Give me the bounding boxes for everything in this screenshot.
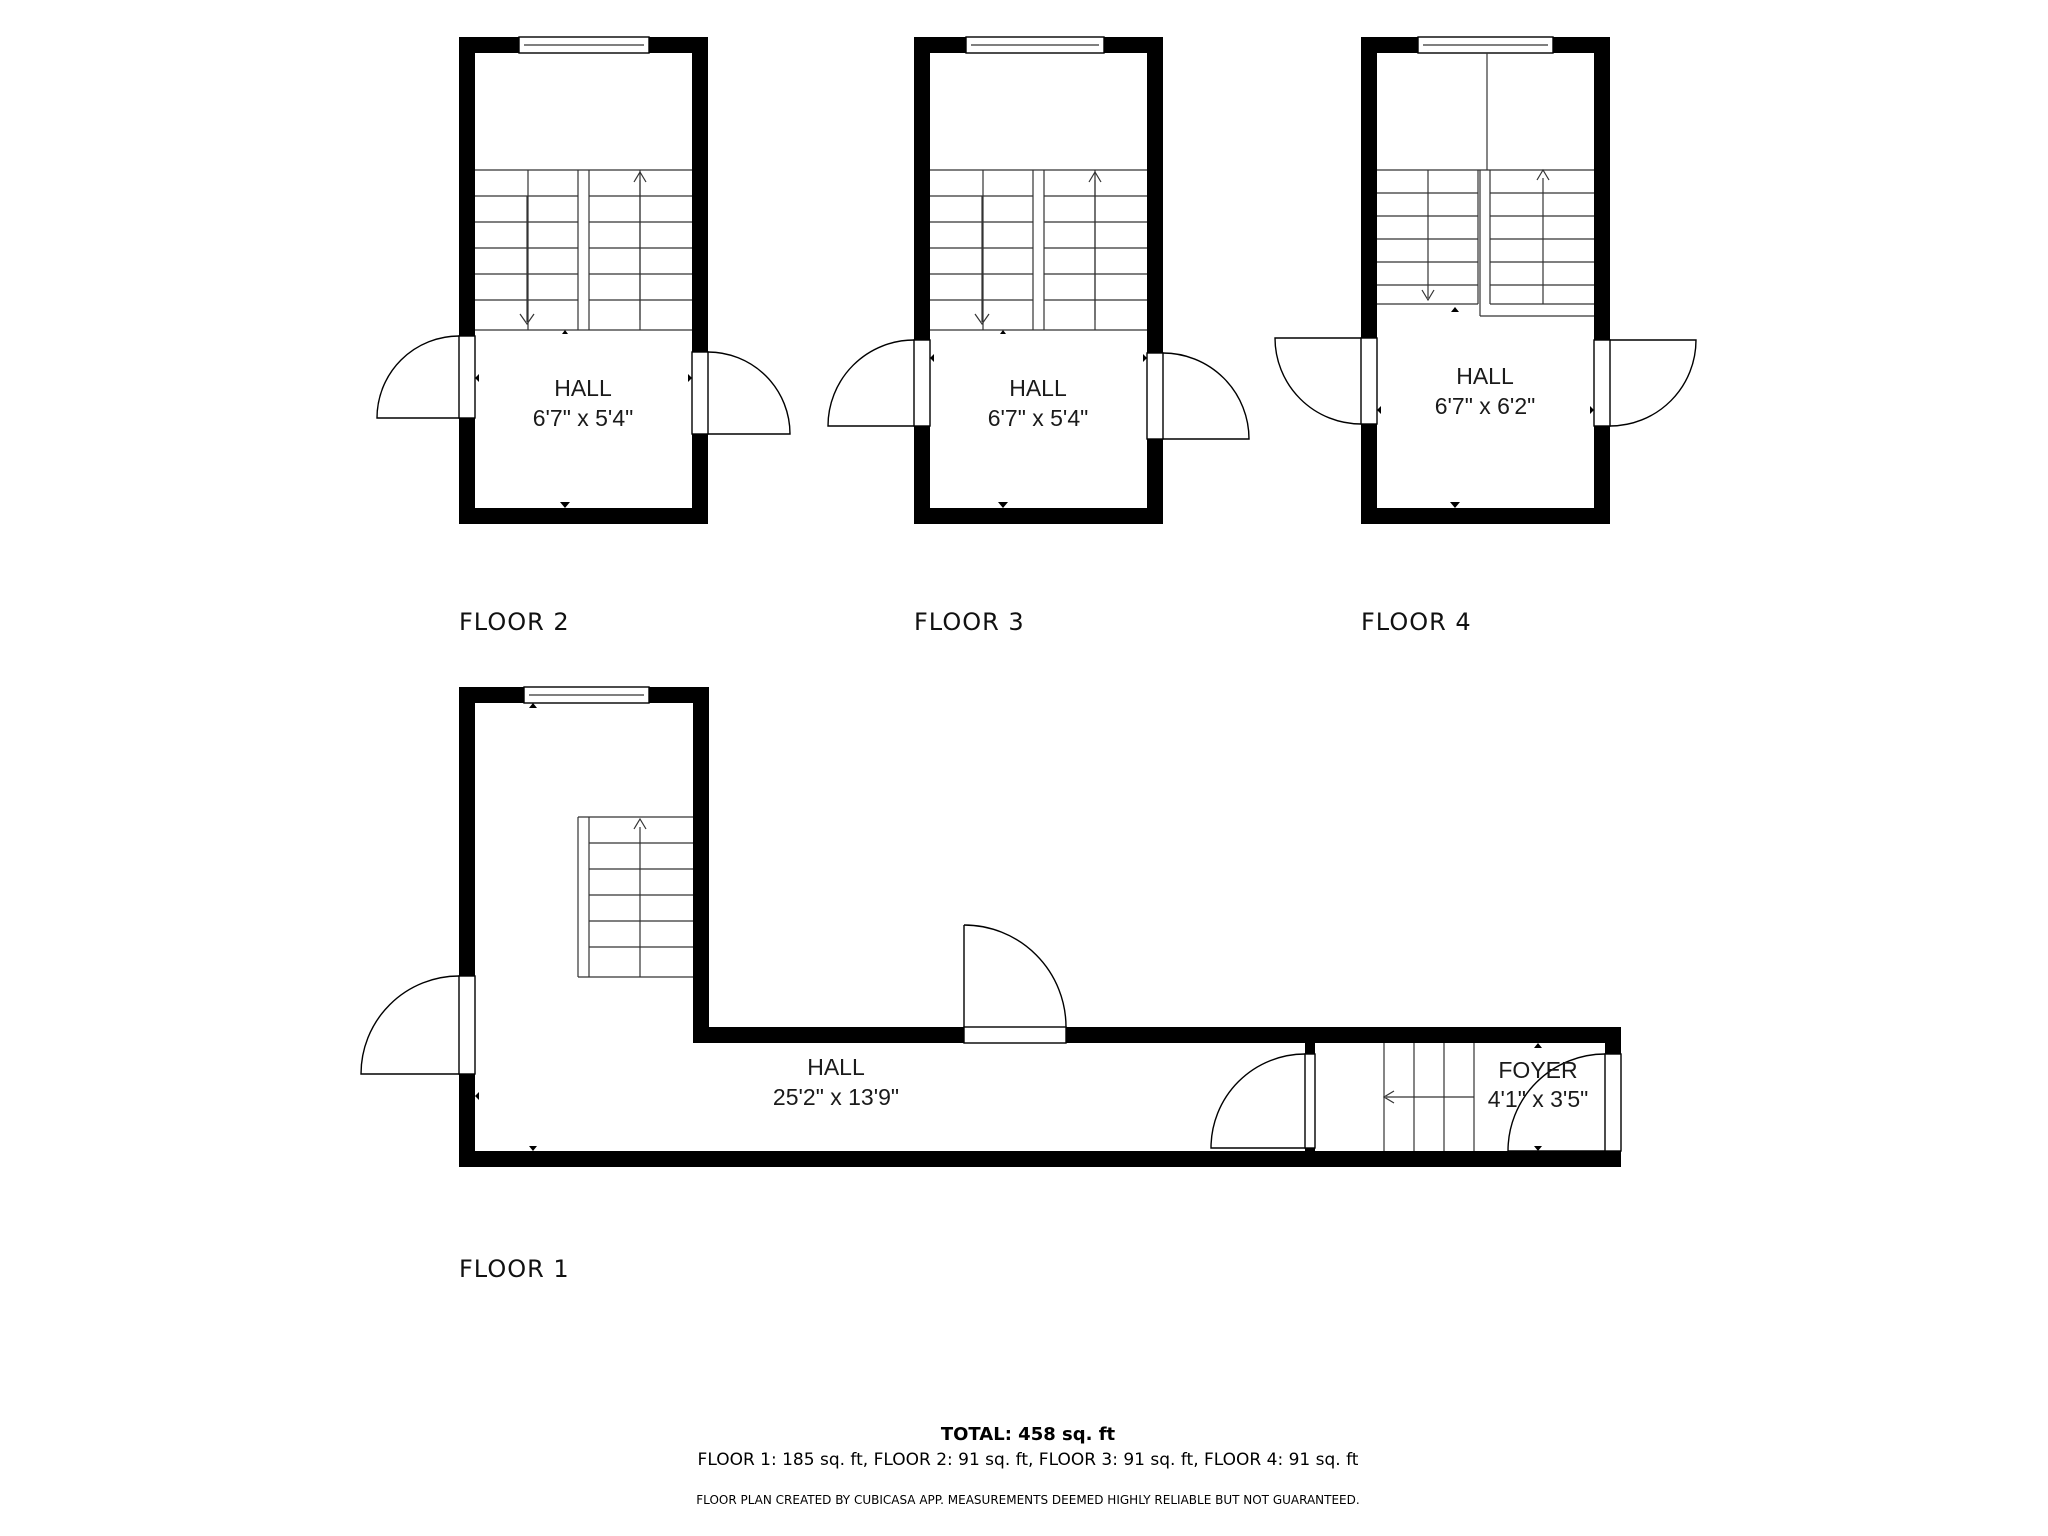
floor-2-label: FLOOR 2 — [459, 608, 570, 636]
floor-3-door-right — [1147, 353, 1249, 439]
floor-2-walls — [459, 37, 708, 524]
floor-2-room-size: 6'7" x 5'4" — [532, 405, 634, 431]
floor-1-foyer-size: 4'1" x 3'5" — [1487, 1086, 1589, 1112]
floor-1-walls — [459, 687, 1621, 1167]
floor-3-walls — [914, 37, 1163, 524]
floor-3-staircase — [930, 170, 1147, 330]
floor-2-room-name: HALL — [554, 375, 612, 401]
floor-1-label: FLOOR 1 — [459, 1255, 570, 1283]
floor-1-door-left — [361, 976, 475, 1074]
floor-1-hall-name: HALL — [807, 1054, 865, 1080]
floor-1-foyer-steps — [1384, 1043, 1474, 1151]
floor-3-door-left — [828, 340, 930, 426]
floor-1-door-foyer-left — [1211, 1054, 1315, 1148]
floor-1-plan — [361, 687, 1621, 1283]
floor-2-door-left — [377, 336, 475, 418]
floor-1-hall-size: 25'2" x 13'9" — [772, 1084, 900, 1110]
floor-3-plan — [828, 37, 1249, 636]
floor-4-plan — [1275, 37, 1696, 636]
total-area: TOTAL: 458 sq. ft — [940, 1424, 1116, 1445]
floor-2-door-right — [692, 352, 790, 434]
floor-4-label: FLOOR 4 — [1361, 608, 1472, 636]
area-summary — [696, 1424, 1359, 1507]
floor-1-staircase — [578, 817, 693, 977]
floor-4-door-left — [1275, 338, 1377, 424]
disclaimer: FLOOR PLAN CREATED BY CUBICASA APP. MEASUREMENTS DEEMED HIGHLY RELIABLE BUT NOT GUARANTEED. — [696, 1493, 1360, 1507]
floor-3-room-name: HALL — [1009, 375, 1067, 401]
floor-1-door-top — [964, 925, 1066, 1043]
floor-1-foyer-name: FOYER — [1498, 1057, 1578, 1083]
floor-4-walls — [1361, 37, 1610, 524]
floor-3-label: FLOOR 3 — [914, 608, 1025, 636]
floor-4-room-name: HALL — [1456, 363, 1514, 389]
floor-4-staircase — [1377, 53, 1594, 316]
floor-2-plan — [377, 37, 790, 636]
floor-4-door-right — [1594, 340, 1696, 426]
floor-3-room-size: 6'7" x 5'4" — [987, 405, 1089, 431]
floor-area-breakdown: FLOOR 1: 185 sq. ft, FLOOR 2: 91 sq. ft, FLOOR 3: 91 sq. ft, FLOOR 4: 91 sq. ft — [697, 1450, 1359, 1470]
floor-4-room-size: 6'7" x 6'2" — [1434, 393, 1536, 419]
floor-2-staircase — [475, 170, 692, 330]
